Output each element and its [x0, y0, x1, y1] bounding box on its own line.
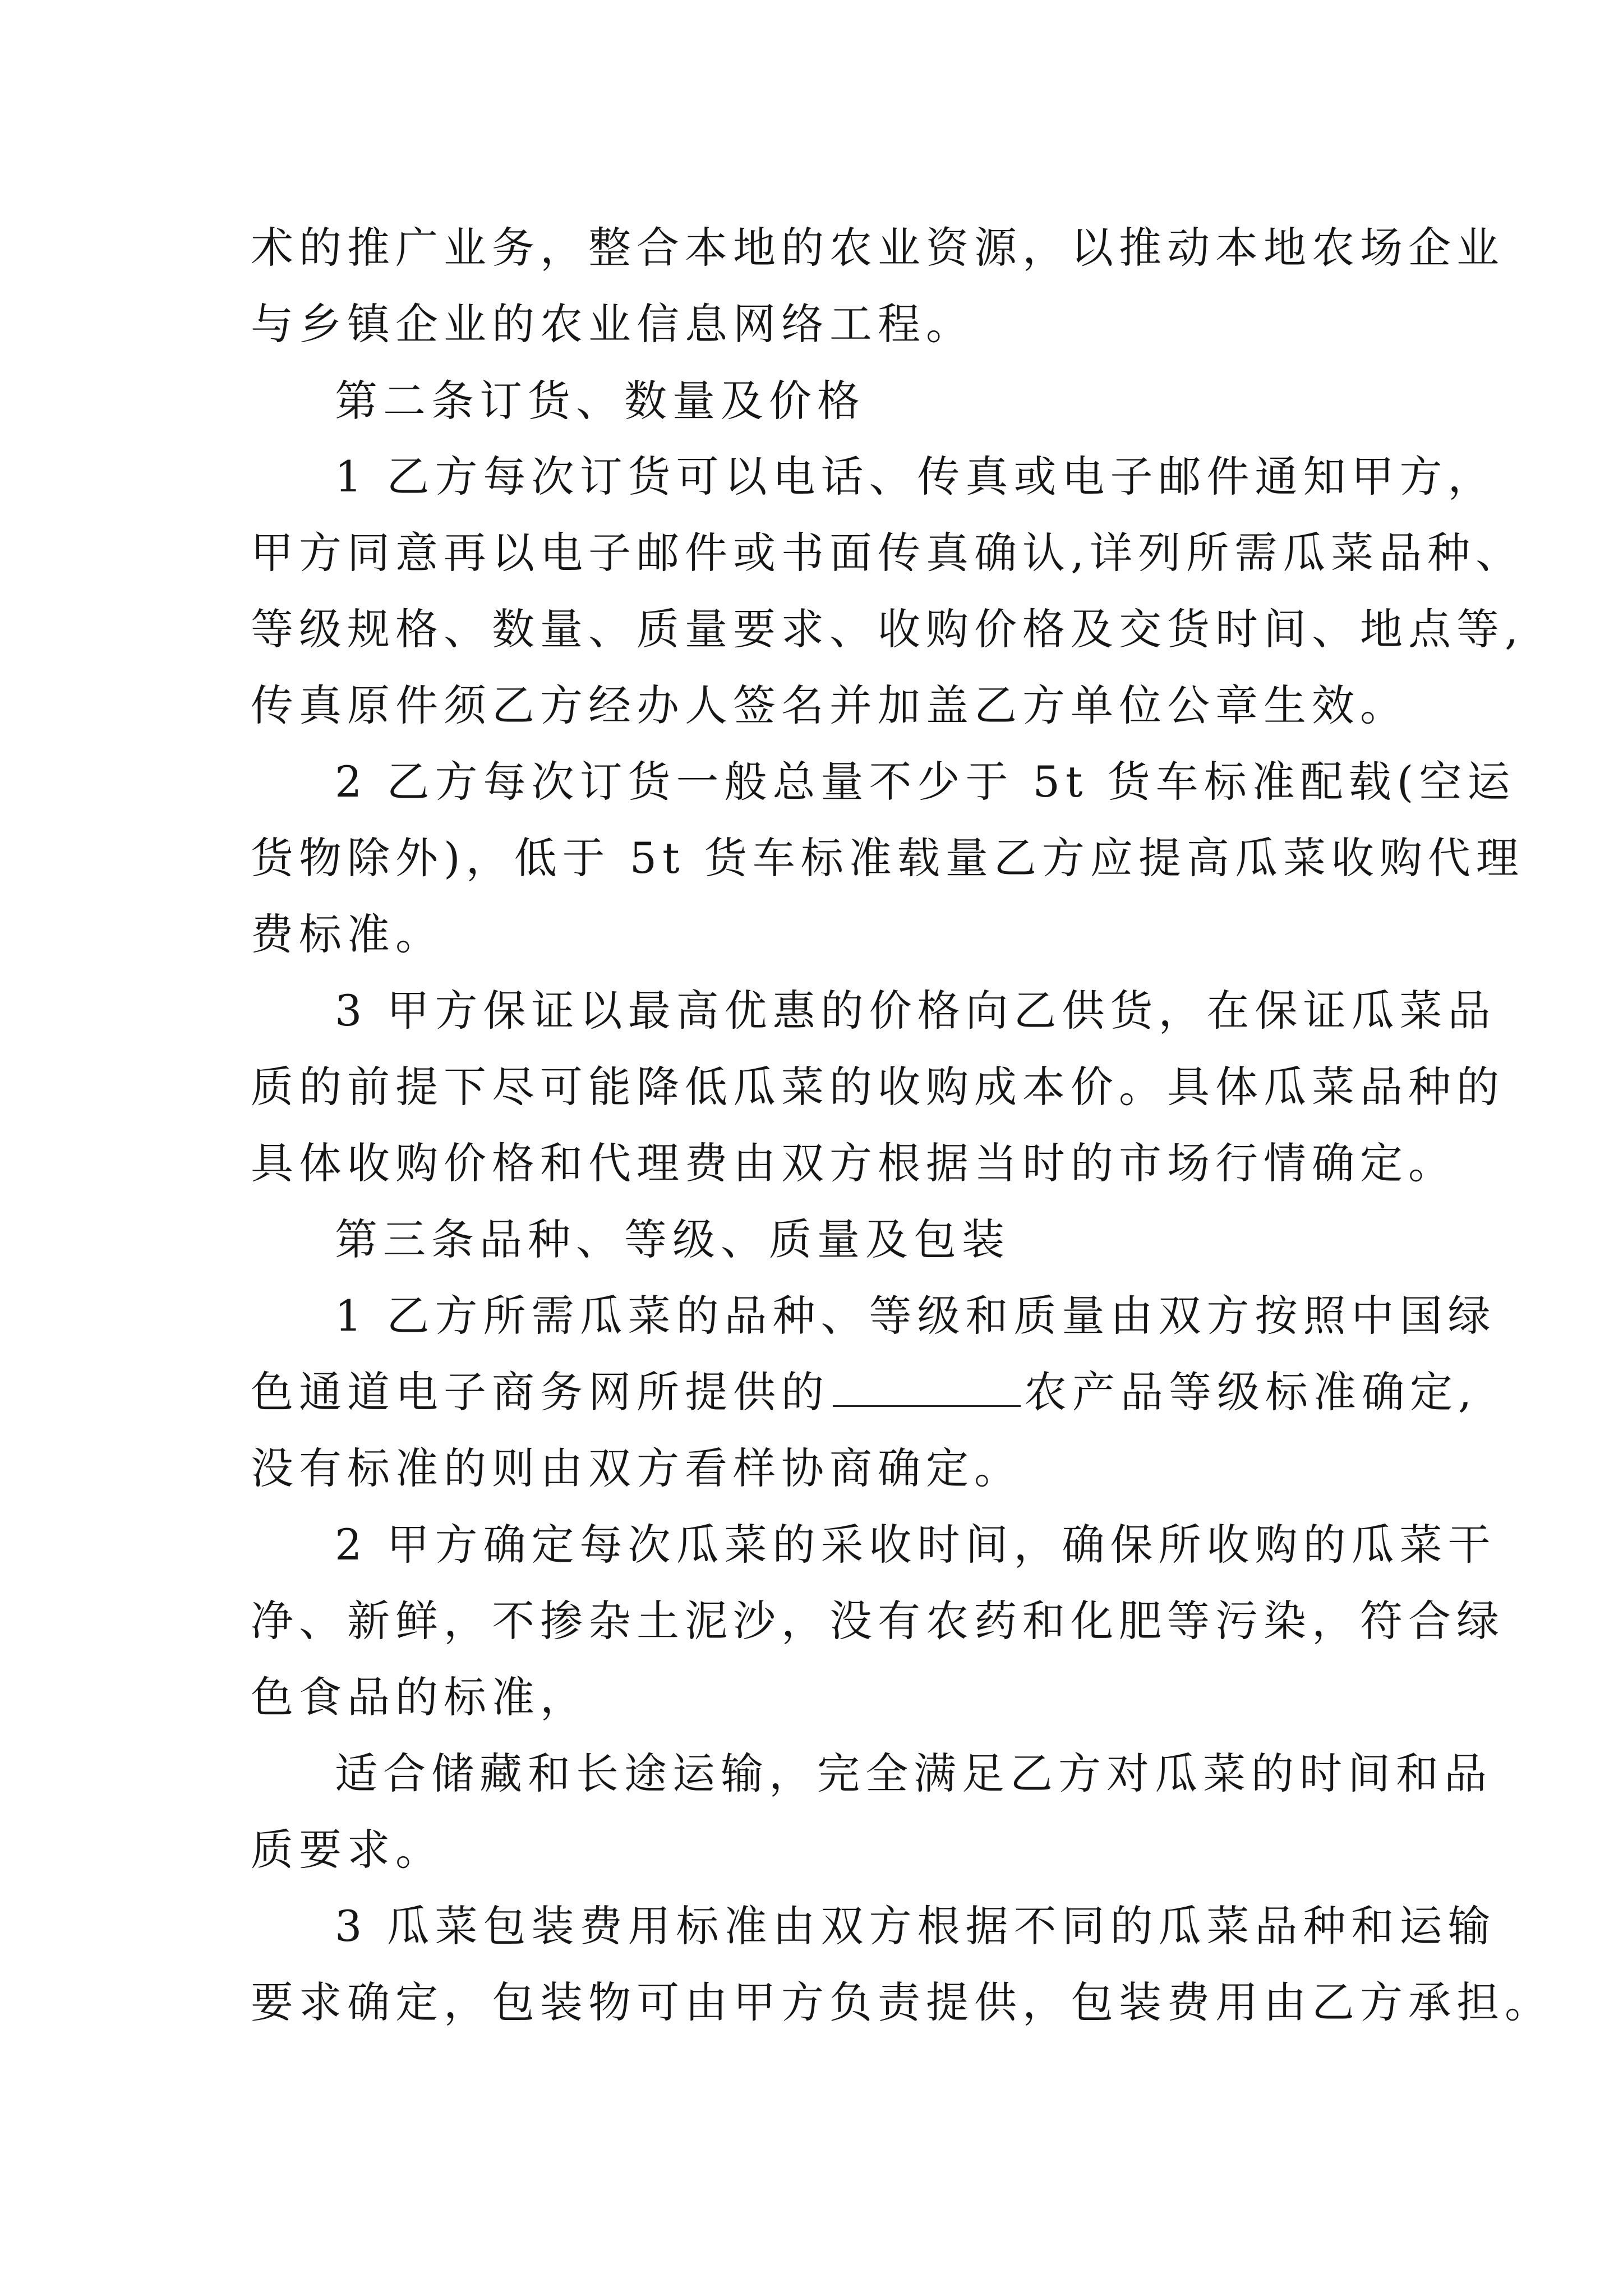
- paragraph-line: 净、新鲜，不掺杂土泥沙，没有农药和化肥等污染，符合绿: [251, 1596, 1505, 1646]
- paragraph-line: 具体收购价格和代理费由双方根据当时的市场行情确定。: [251, 1138, 1456, 1188]
- paragraph-line: 与乡镇企业的农业信息网络工程。: [251, 299, 974, 349]
- paragraph-line: 适合储藏和长途运输，完全满足乙方对瓜菜的时间和品: [335, 1749, 1492, 1798]
- paragraph-line: 甲方同意再以电子邮件或书面传真确认,详列所需瓜菜品种、: [251, 528, 1524, 578]
- paragraph-line: 色食品的标准，: [251, 1672, 588, 1722]
- paragraph-line: 没有标准的则由双方看样协商确定。: [251, 1443, 1022, 1493]
- paragraph-line: 1 乙方所需瓜菜的品种、等级和质量由双方按照中国绿: [335, 1291, 1496, 1341]
- paragraph-line: 3 瓜菜包装费用标准由双方根据不同的瓜菜品种和运输: [335, 1901, 1496, 1951]
- section-heading: 第二条订货、数量及价格: [335, 376, 865, 426]
- paragraph-line: 质要求。: [251, 1825, 444, 1875]
- paragraph-line: 1 乙方每次订货可以电话、传真或电子邮件通知甲方，: [335, 452, 1496, 501]
- paragraph-text: 色通道电子商务网所提供的: [251, 1367, 829, 1417]
- paragraph-line: 传真原件须乙方经办人签名并加盖乙方单位公章生效。: [251, 680, 1408, 730]
- paragraph-line: 术的推广业务，整合本地的农业资源，以推动本地农场企业: [251, 223, 1505, 273]
- fill-in-blank: [833, 1366, 1021, 1407]
- paragraph-text: 农产品等级标准确定,: [1024, 1367, 1478, 1417]
- paragraph-line: 等级规格、数量、质量要求、收购价格及交货时间、地点等,: [251, 604, 1524, 654]
- paragraph-line: 质的前提下尽可能降低瓜菜的收购成本价。具体瓜菜品种的: [251, 1062, 1505, 1112]
- paragraph-line: 货物除外)，低于 5t 货车标准载量乙方应提高瓜菜收购代理: [251, 833, 1524, 883]
- paragraph-line: 3 甲方保证以最高优惠的价格向乙供货，在保证瓜菜品: [335, 986, 1496, 1036]
- paragraph-line: 2 甲方确定每次瓜菜的采收时间，确保所收购的瓜菜干: [335, 1520, 1496, 1570]
- paragraph-line: [251, 1364, 1477, 1420]
- paragraph-line: 费标准。: [251, 909, 444, 959]
- paragraph-line: 2 乙方每次订货一般总量不少于 5t 货车标准配载(空运: [335, 757, 1516, 807]
- section-heading: 第三条品种、等级、质量及包装: [335, 1214, 1010, 1264]
- paragraph-line: 要求确定，包装物可由甲方负责提供，包装费用由乙方承担。: [251, 1977, 1553, 2027]
